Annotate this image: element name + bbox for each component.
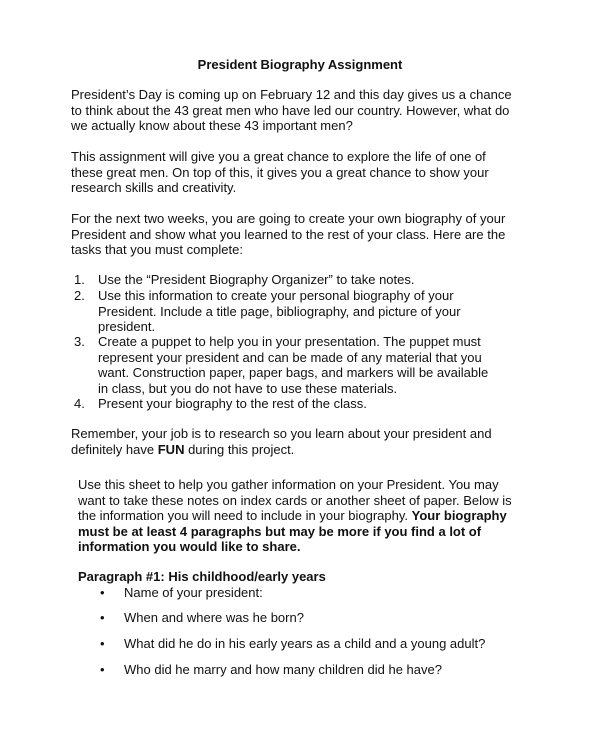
text-line: Use this information to create your personal biography of your	[98, 288, 454, 303]
text-line: tasks that you must complete:	[71, 242, 243, 257]
text-line: research skills and creativity.	[71, 180, 237, 195]
text-line: Use the “President Biography Organizer” to take notes.	[98, 272, 415, 287]
task-item-3	[74, 334, 489, 396]
bullet-icon: •	[100, 662, 105, 677]
text-line: want. Construction paper, paper bags, and markers will be available	[98, 365, 489, 380]
text-line: President and show what you learned to the rest of your class. Here are the	[71, 226, 506, 242]
text-line: these great men. On top of this, it gives you a great chance to show your	[71, 164, 489, 180]
text-line-bold: must be at least 4 paragraphs but may be more if you find a lot of	[78, 523, 482, 539]
bullet-icon: •	[100, 585, 105, 600]
list-number: 2.	[74, 288, 85, 303]
text-line: president.	[98, 319, 156, 334]
text-line: we actually know about these 43 important men?	[71, 118, 353, 133]
question-text: What did he do in his early years as a child and a young adult?	[124, 636, 486, 651]
text-line: This assignment will give you a great chance to explore the life of one of	[71, 149, 486, 164]
text-segment: definitely have	[71, 441, 158, 457]
bold-segment: Your biography	[411, 508, 507, 523]
question-text: When and where was he born?	[124, 610, 304, 625]
task-item-4	[74, 396, 367, 412]
question-item	[100, 585, 263, 601]
task-item-1	[74, 272, 415, 288]
text-line: Remember, your job is to research so you learn about your president and	[71, 426, 492, 441]
bullet-icon: •	[100, 610, 105, 625]
text-line	[78, 508, 600, 524]
text-line-bold: information you would like to share.	[78, 539, 301, 554]
paragraph-1-heading: Paragraph #1: His childhood/early years	[78, 569, 326, 584]
text-line: want to take these notes on index cards or another sheet of paper. Below is	[78, 492, 512, 508]
instructions-paragraph	[78, 477, 600, 555]
text-line: President. Include a title page, bibliography, and picture of your	[98, 303, 461, 319]
intro-paragraph	[71, 87, 600, 134]
text-line	[71, 442, 600, 458]
text-segment: during this project.	[184, 441, 295, 457]
task-item-2	[74, 288, 461, 335]
text-line: to think about the 43 great men who have led our country. However, what do	[71, 102, 510, 118]
fun-emphasis: FUN	[157, 441, 185, 457]
list-number: 4.	[74, 396, 85, 411]
text-line: in class, but you do not have to use these materials.	[98, 380, 398, 396]
question-item	[100, 610, 304, 626]
question-item	[100, 636, 486, 652]
document-title: President Biography Assignment	[197, 57, 403, 72]
text-line: For the next two weeks, you are going to create your own biography of your	[71, 211, 506, 226]
text-line: Use this sheet to help you gather information on your President. You may	[78, 477, 499, 492]
list-number: 1.	[74, 272, 85, 287]
bullet-icon: •	[100, 636, 105, 651]
reminder-paragraph	[71, 426, 600, 457]
text-line: Create a puppet to help you in your presentation. The puppet must	[98, 334, 481, 349]
text-line: President’s Day is coming up on February 12 and this day gives us a chance	[71, 87, 512, 102]
question-item	[100, 662, 442, 678]
question-text: Name of your president:	[124, 585, 263, 600]
text-segment: the information you will need to include in your biography.	[78, 508, 412, 523]
timeline-paragraph	[71, 211, 600, 258]
text-line: represent your president and can be made of any material that you	[98, 349, 482, 365]
opportunity-paragraph	[71, 149, 600, 196]
text-line: Present your biography to the rest of the class.	[98, 396, 367, 411]
list-number: 3.	[74, 334, 85, 349]
question-text: Who did he marry and how many children did he have?	[124, 662, 442, 677]
